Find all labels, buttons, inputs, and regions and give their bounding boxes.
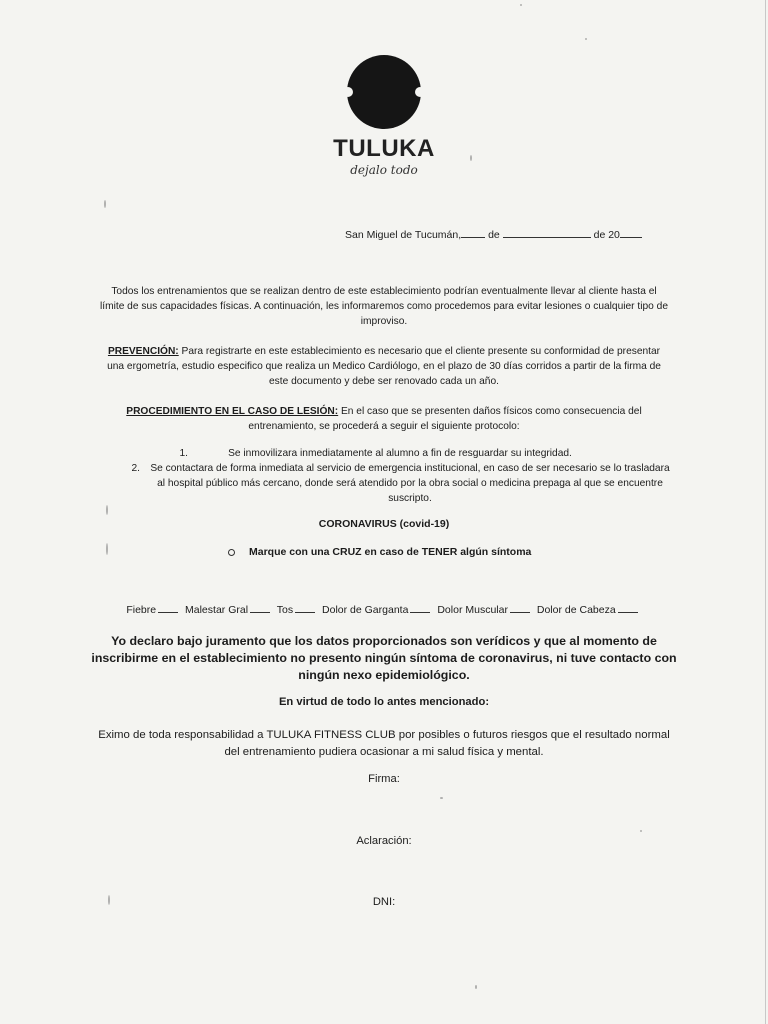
symptom-tos: Tos — [276, 604, 294, 616]
procedimiento-text: En el caso que se presenten daños físicos como consecuencia del entrenamiento, se procederá a seguir el siguiente protocolo: — [248, 406, 642, 432]
list-item — [110, 446, 670, 461]
scan-speck — [520, 4, 522, 6]
month-blank — [503, 228, 591, 238]
symptom-blank[interactable] — [510, 604, 530, 613]
symptom-garganta: Dolor de Garganta — [322, 604, 409, 616]
aclaracion-label: Aclaración: — [356, 835, 412, 847]
date-city: San Miguel de Tucumán, — [345, 229, 462, 241]
list-number: 1. — [179, 448, 188, 459]
scan-speck — [475, 985, 477, 989]
prevencion-heading: PREVENCIÓN: — [107, 346, 179, 357]
scan-speck — [640, 830, 642, 832]
symptoms-checklist — [0, 604, 768, 616]
symptom-blank[interactable] — [250, 604, 270, 613]
eximo-paragraph: Eximo de toda responsabilidad a TULUKA FITNESS CLUB por posibles o futuros riesgos que el resultado normal del entrenamiento pudiera ocasionar a mi salud física y mental. — [98, 729, 670, 758]
scan-speck — [440, 797, 443, 799]
symptom-muscular: Dolor Muscular — [437, 604, 508, 616]
symptom-blank[interactable] — [295, 604, 315, 613]
procedimiento-heading: PROCEDIMIENTO EN EL CASO DE LESIÓN: — [126, 406, 339, 417]
symptom-blank[interactable] — [410, 604, 430, 613]
procedimiento-paragraph — [100, 404, 668, 434]
date-line — [345, 228, 642, 241]
brand-name: TULUKA — [333, 135, 435, 162]
scan-speck — [106, 543, 108, 555]
covid-title: CORONAVIRUS (covid-19) — [318, 518, 450, 530]
symptom-blank[interactable] — [158, 604, 178, 613]
date-de-year: de 20 — [593, 229, 620, 241]
scan-speck — [104, 200, 106, 208]
brand-tagline: dejalo todo — [350, 163, 418, 177]
prevencion-paragraph — [100, 344, 668, 389]
tuluka-logo — [0, 55, 768, 177]
list-text: Se inmovilizara inmediatamente al alumno a fin de resguardar su integridad. — [228, 448, 572, 459]
symptom-malestar: Malestar Gral — [185, 604, 249, 616]
year-blank — [620, 228, 642, 238]
list-text: Se contactara de forma inmediata al servicio de emergencia institucional, en caso de ser necesario se lo trasladara al hospital público más cercano, donde será atendido por la obra social o medicina prepaga al que se encuentre suscripto. — [150, 463, 670, 504]
dni-label: DNI: — [372, 896, 396, 908]
covid-instruction-text: Marque con una CRUZ en caso de TENER algún síntoma — [249, 546, 532, 558]
protocol-list — [110, 446, 670, 506]
virtud-heading: En virtud de todo lo antes mencionado: — [278, 696, 490, 708]
symptom-cabeza: Dolor de Cabeza — [536, 604, 616, 616]
prevencion-text: Para registrarte en este establecimiento es necesario que el cliente presente su conformidad de presentar una ergometría, estudio especifico que realiza un Medico Cardiólogo, en el plazo de 30 días corridos a partir de la firma de este documento y debe ser renovado cada un año. — [107, 346, 661, 387]
logo-circle-icon — [347, 55, 421, 129]
covid-instruction — [228, 546, 531, 558]
date-de: de — [488, 229, 500, 241]
scan-speck — [106, 505, 108, 515]
day-blank — [461, 228, 485, 238]
symptom-fiebre: Fiebre — [126, 604, 157, 616]
firma-label: Firma: — [368, 773, 400, 785]
symptom-blank[interactable] — [618, 604, 638, 613]
list-number: 2. — [131, 463, 140, 474]
intro-paragraph: Todos los entrenamientos que se realizan dentro de este establecimiento podrían eventualmente llevar al cliente hasta el límite de sus capacidades físicas. A continuación, les informaremos como procedemos para evitar lesiones o cualquier tipo de improviso. — [100, 286, 668, 327]
list-item — [110, 461, 670, 506]
scan-speck — [585, 38, 587, 40]
declaracion-jurada: Yo declaro bajo juramento que los datos proporcionados son verídicos y que al momento de inscribirme en el establecimiento no presento ningún síntoma de coronavirus, ni tuve contacto con ningún nexo epidemiológico. — [91, 634, 677, 682]
bullet-circle-icon — [228, 549, 235, 556]
